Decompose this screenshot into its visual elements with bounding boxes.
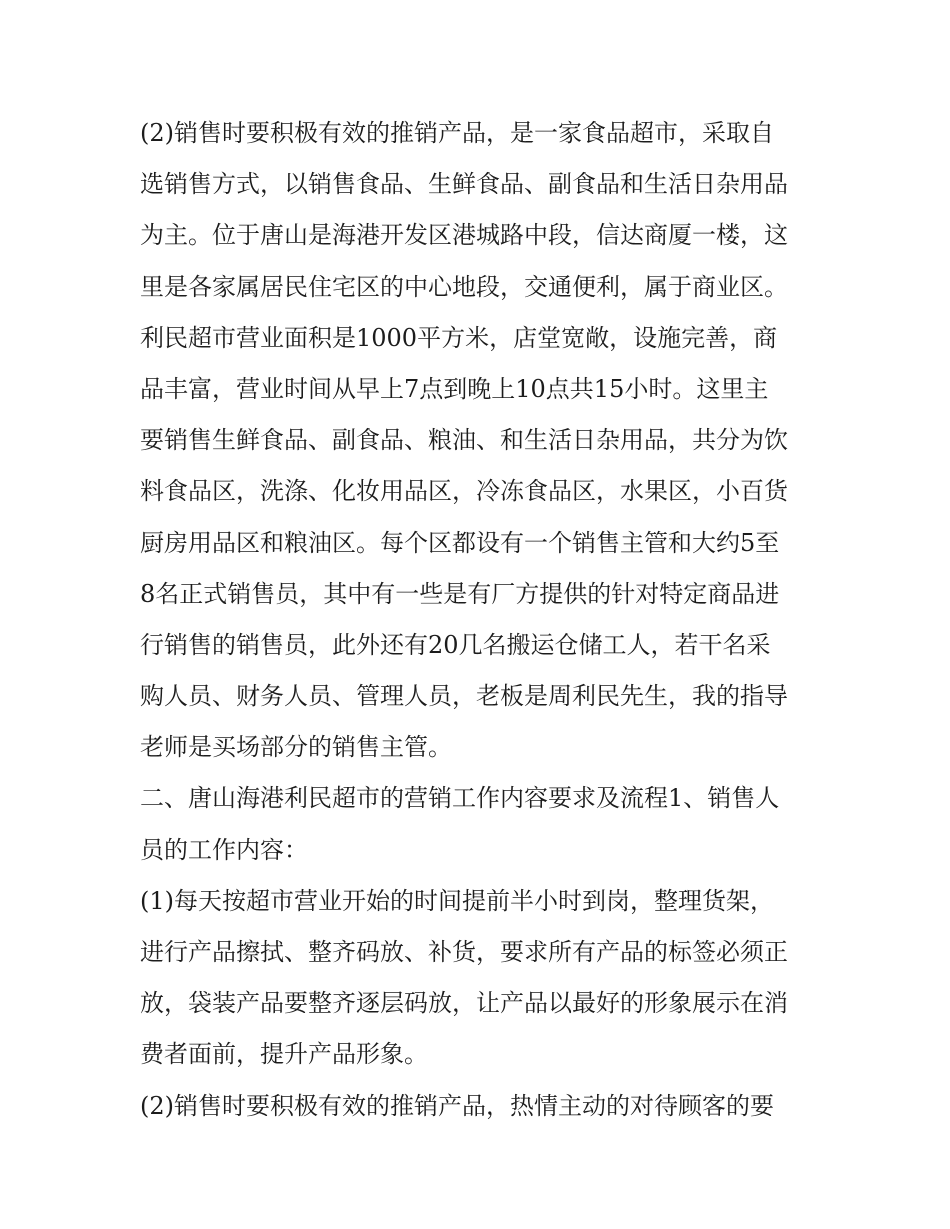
text-line: 里是各家属居民住宅区的中心地段，交通便利，属于商业区。 <box>140 272 788 301</box>
text-line: 为主。位于唐山是海港开发区港城路中段，信达商厦一楼，这 <box>140 221 788 250</box>
section-heading-line: 员的工作内容： <box>140 835 308 864</box>
text-line: 进行产品擦拭、整齐码放、补货，要求所有产品的标签必须正 <box>140 938 788 966</box>
text-line: (2)销售时要积极有效的推销产品，是一家食品超市，采取自 <box>140 119 774 147</box>
text-line: 厨房用品区和粮油区。每个区都设有一个销售主管和大约5至 <box>140 528 780 557</box>
text-line: 8名正式销售员，其中有一些是有厂方提供的针对特定商品进 <box>140 579 780 608</box>
text-line: 要销售生鲜食品、副食品、粮油、和生活日杂用品，共分为饮 <box>140 426 788 455</box>
text-line: 老师是买场部分的销售主管。 <box>140 733 452 762</box>
text-line: 行销售的销售员，此外还有20几名搬运仓储工人，若干名采 <box>140 630 771 659</box>
text-line: 利民超市营业面积是1000平方米，店堂宽敞，设施完善，商 <box>140 323 778 352</box>
section-heading-line: 二、唐山海港利民超市的营销工作内容要求及流程1、销售人 <box>140 784 780 813</box>
text-line: (1)每天按超市营业开始的时间提前半小时到岗，整理货架， <box>140 886 774 915</box>
text-line: 购人员、财务人员、管理人员，老板是周利民先生，我的指导 <box>140 682 788 711</box>
text-line: 放，袋装产品要整齐逐层码放，让产品以最好的形象展示在消 <box>140 989 788 1018</box>
text-line: 品丰富，营业时间从早上7点到晚上10点共15小时。这里主 <box>140 374 769 403</box>
text-line: 选销售方式，以销售食品、生鲜食品、副食品和生活日杂用品 <box>140 170 788 199</box>
text-line: 费者面前，提升产品形象。 <box>140 1040 428 1069</box>
text-line: (2)销售时要积极有效的推销产品，热情主动的对待顾客的要 <box>140 1091 774 1120</box>
document-body <box>140 108 820 1132</box>
text-line: 料食品区，洗涤、化妆用品区，冷冻食品区，水果区，小百货 <box>140 477 788 506</box>
